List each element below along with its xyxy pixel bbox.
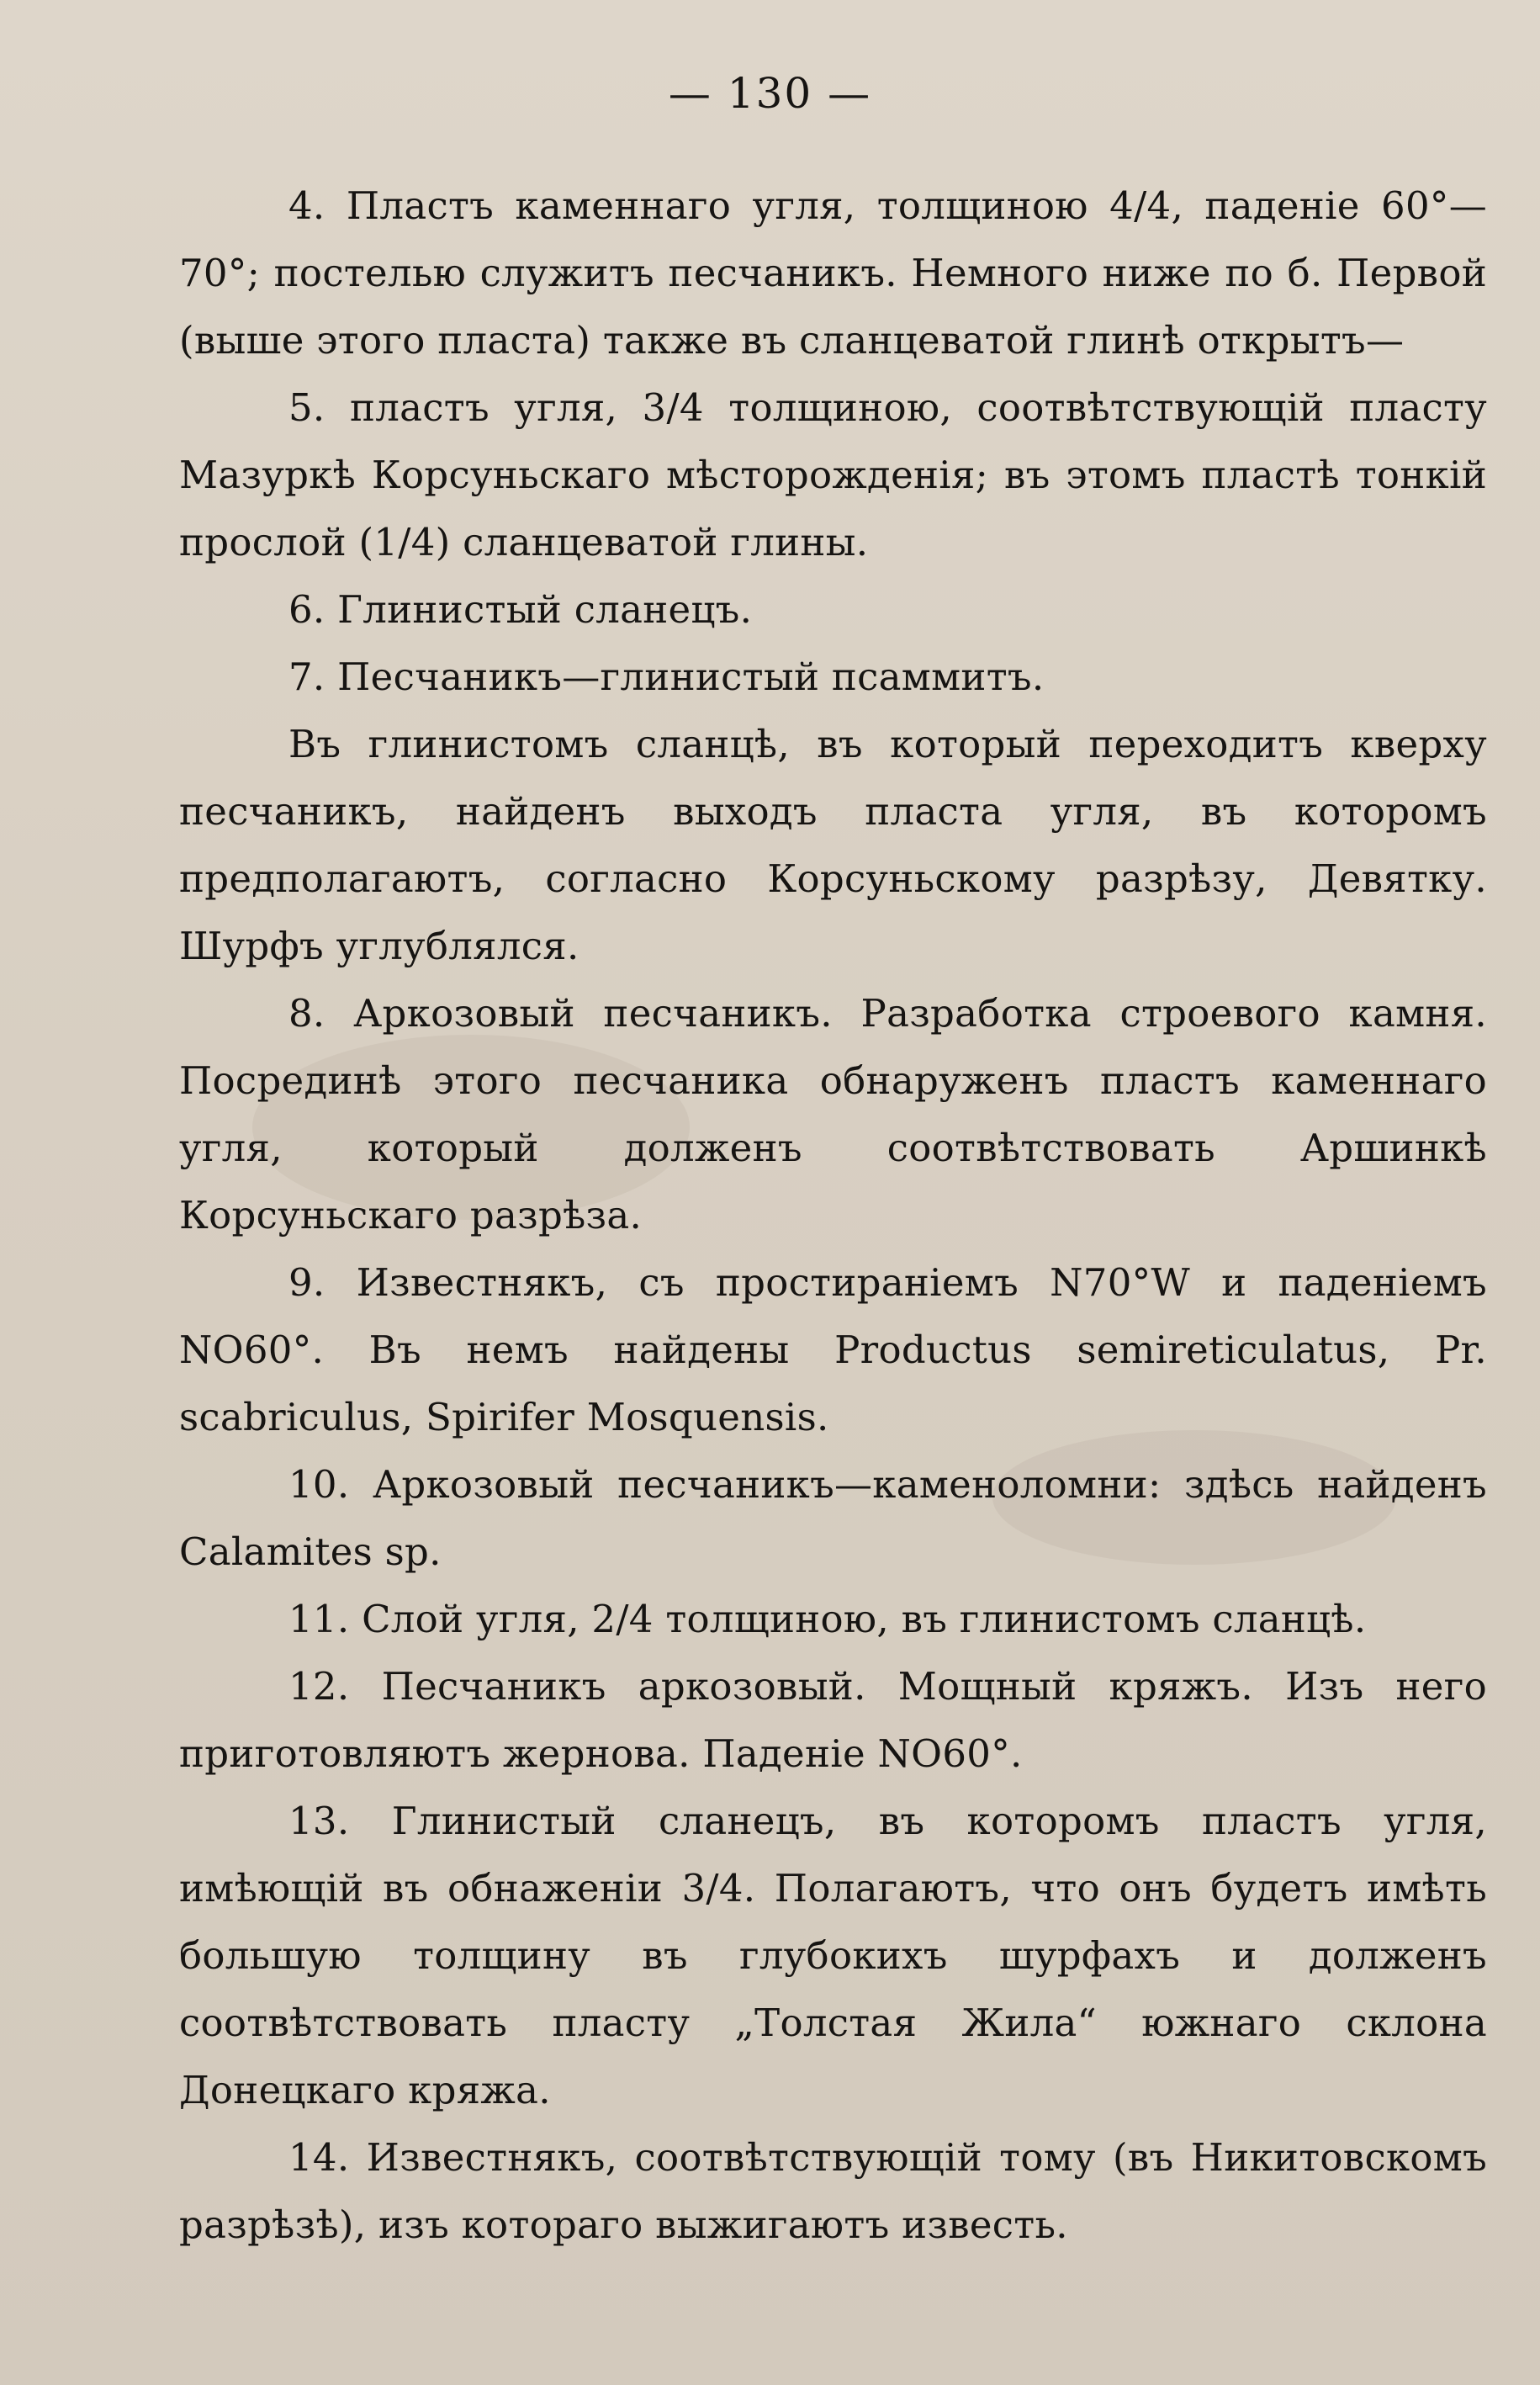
- paragraph-note: Въ глинистомъ сланцѣ, въ который переходитъ кверху песчаникъ, найденъ выходъ пласта угля, въ которомъ предполагаютъ, согласно Корсуньскому разрѣзу, Девятку. Шурфъ углублялся.: [179, 722, 1487, 968]
- paragraph-item-9: 9. Известнякъ, съ простираніемъ N70°W и паденіемъ NO60°. Въ немъ найдены Productus semireticulatus, Pr. scabriculus, Spirifer Mosquensis.: [179, 1260, 1487, 1439]
- page-number: — 130 —: [668, 69, 872, 118]
- paragraph-item-5: 5. пластъ угля, 3/4 толщиною, соотвѣтствующій пласту Мазуркѣ Корсуньскаго мѣсторожденія; въ этомъ пластѣ тонкій прослой (1/4) сланцеватой глины.: [179, 385, 1487, 564]
- paragraph-item-11: 11. Слой угля, 2/4 толщиною, въ глинистомъ сланцѣ.: [288, 1597, 1367, 1641]
- page-body: [179, 172, 1487, 2259]
- paragraph-item-12: 12. Песчаникъ аркозовый. Мощный кряжъ. Изъ него приготовляютъ жернова. Паденіе NO60°.: [179, 1664, 1487, 1776]
- paragraph-item-6: 6. Глинистый сланецъ.: [288, 587, 753, 632]
- paragraph-item-7: 7. Песчаникъ—глинистый псаммитъ.: [288, 655, 1045, 699]
- paragraph-item-8: 8. Аркозовый песчаникъ. Разработка строевого камня. Посрединѣ этого песчаника обнаруженъ пластъ каменнаго угля, который долженъ соотвѣтствовать Аршинкѣ Корсуньскаго разрѣза.: [179, 991, 1487, 1238]
- paragraph-item-14: 14. Известнякъ, соотвѣтствующій тому (въ Никитовскомъ разрѣзѣ), изъ котораго выжигаютъ известь.: [179, 2135, 1487, 2247]
- paragraph-item-13: 13. Глинистый сланецъ, въ которомъ пластъ угля, имѣющій въ обнаженіи 3/4. Полагаютъ, что онъ будетъ имѣть большую толщину въ глубокихъ шурфахъ и долженъ соотвѣтствовать пласту „Толстая Жила“ южнаго склона Донецкаго кряжа.: [179, 1799, 1487, 2112]
- paragraph-item-10: 10. Аркозовый песчаникъ—каменоломни: здѣсь найденъ Calamites sp.: [179, 1462, 1487, 1574]
- paragraph-item-4: 4. Пластъ каменнаго угля, толщиною 4/4, паденіе 60°—70°; постелью служитъ песчаникъ. Немного ниже по б. Первой (выше этого пласта) также въ сланцеватой глинѣ открытъ—: [179, 183, 1487, 363]
